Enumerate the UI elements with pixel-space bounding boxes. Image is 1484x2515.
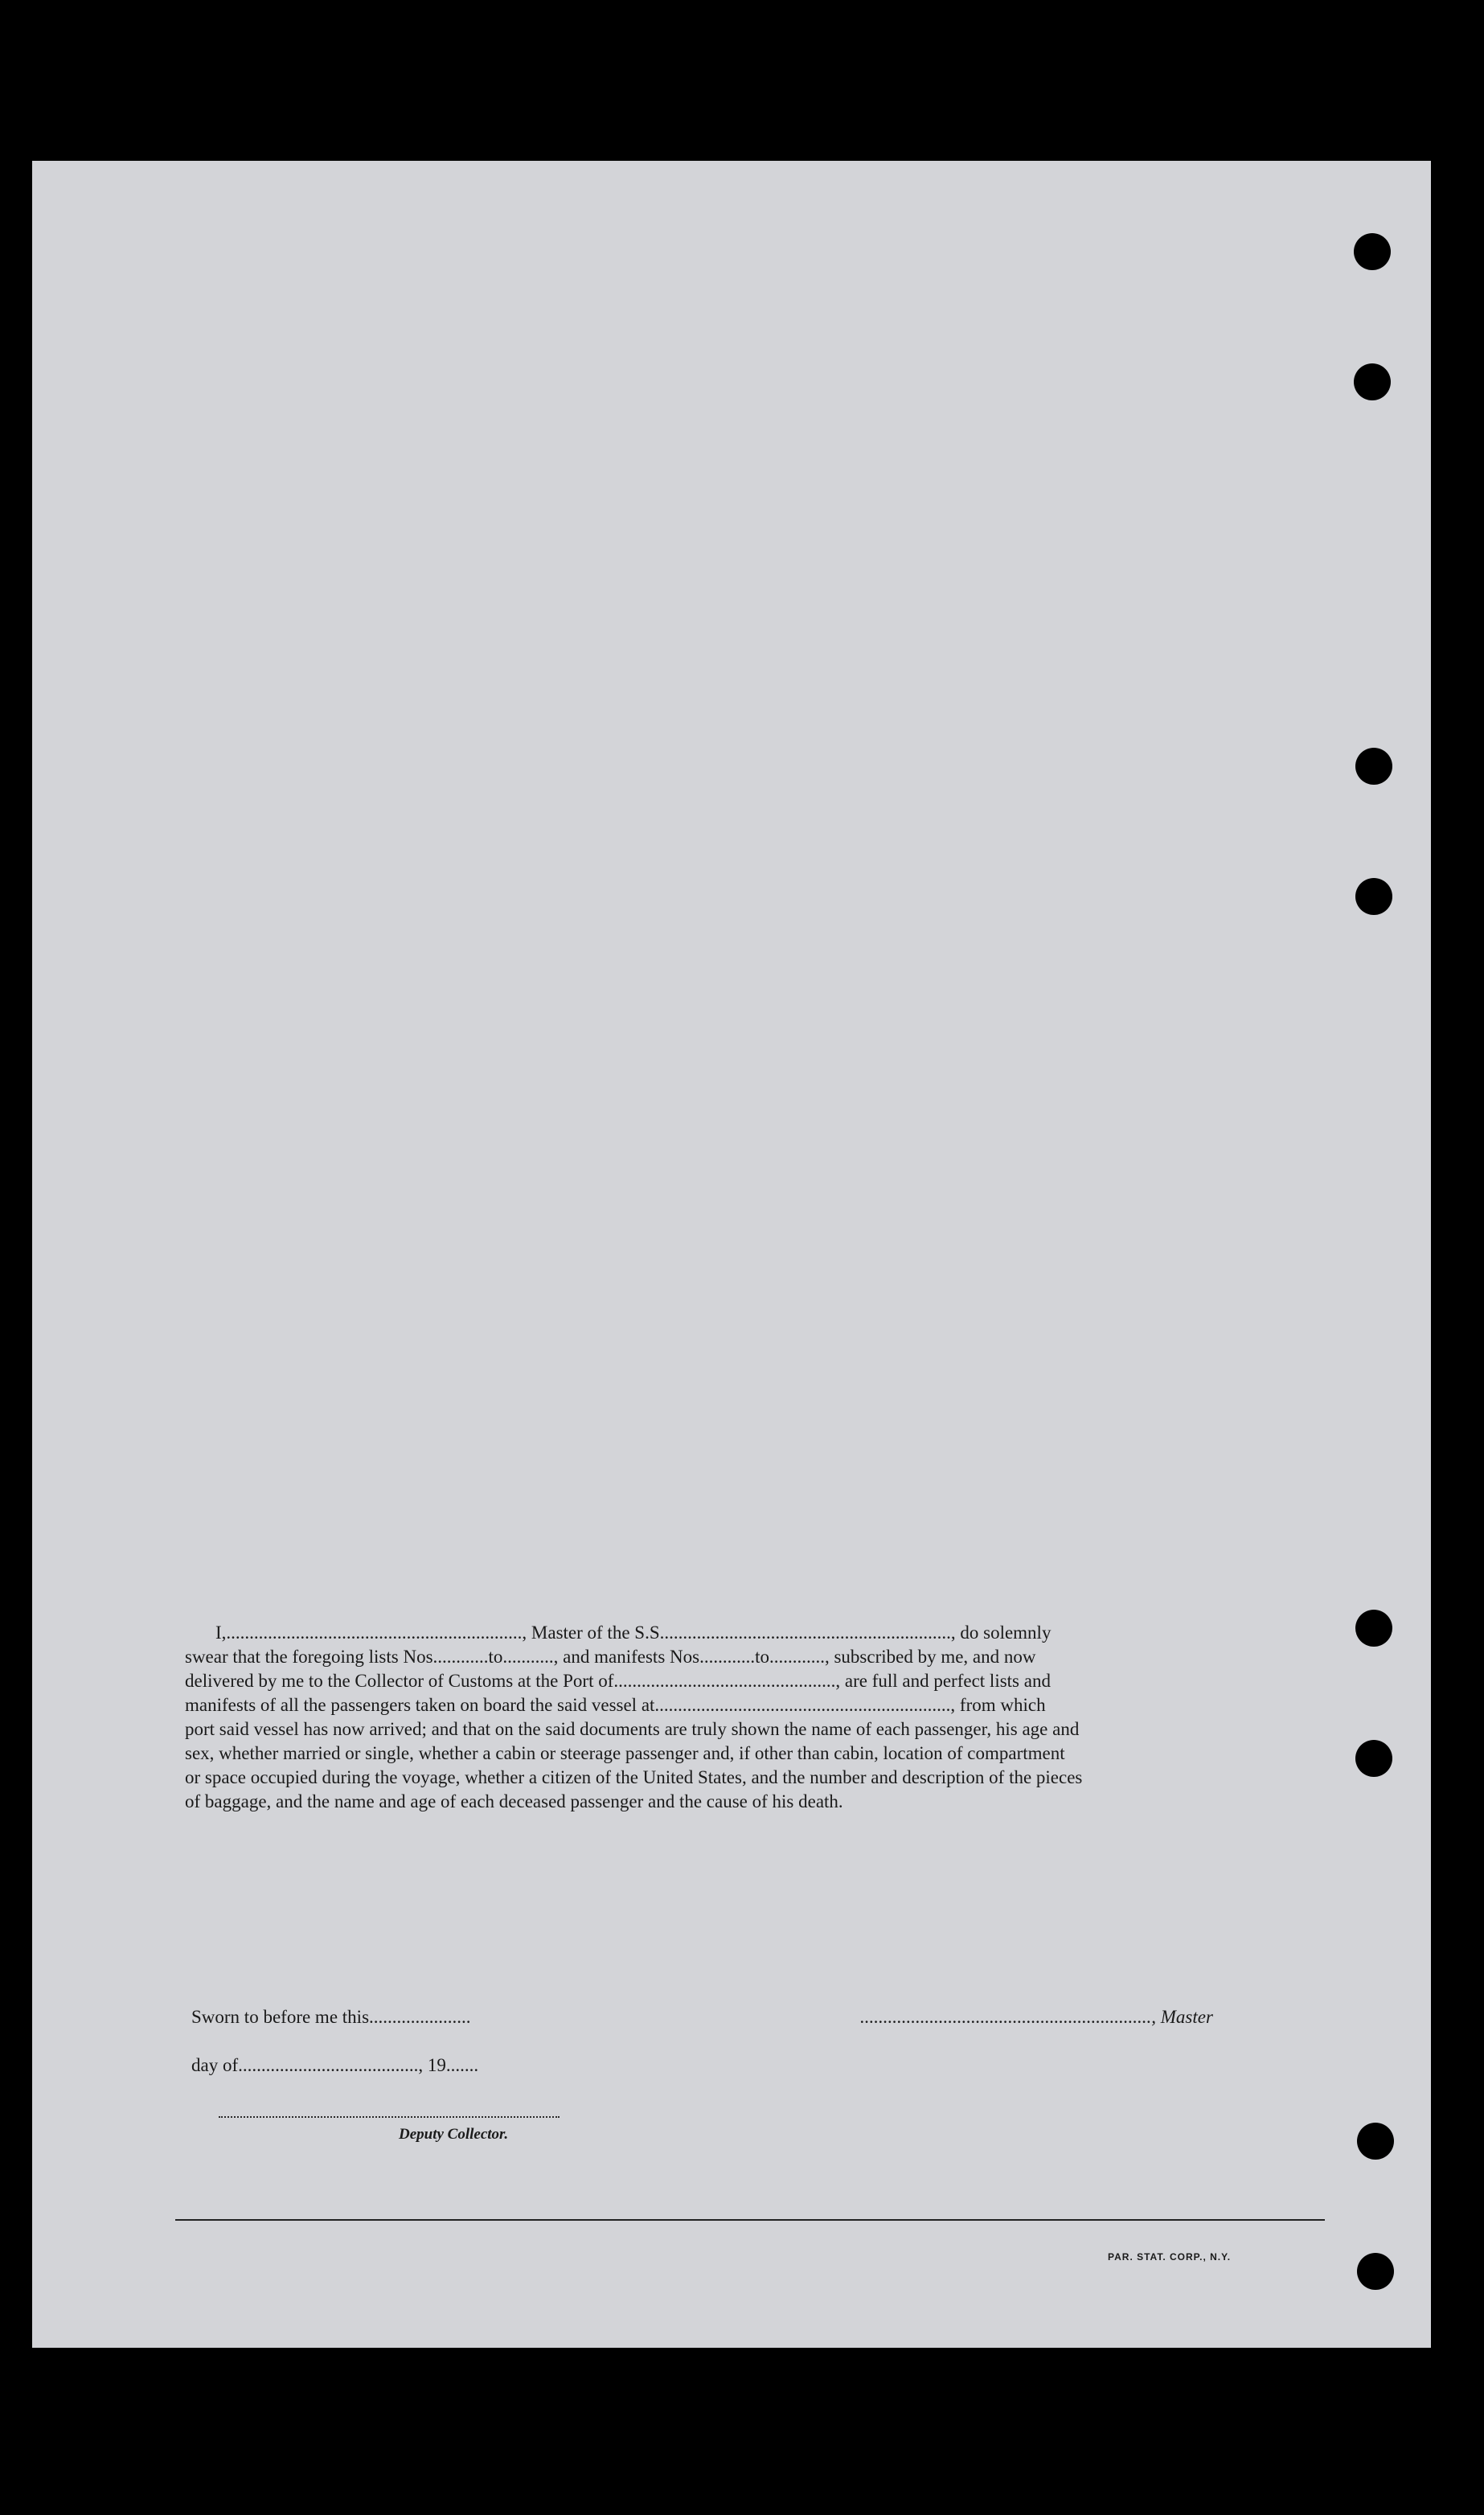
bleed-through-text: [145, 281, 643, 314]
punch-hole: [1354, 363, 1391, 400]
master-signature-line: ..............................................................., Master: [860, 2007, 1213, 2027]
deputy-signature-line: [219, 2116, 560, 2118]
oath-line: delivered by me to the Collector of Customs at the Port of................................................, are full and perfect lists and: [185, 1671, 1051, 1691]
punch-hole: [1355, 1610, 1392, 1647]
punch-hole: [1357, 2123, 1394, 2160]
horizontal-rule: [175, 2219, 1325, 2221]
day-of-line: day of......................................., 19.......: [191, 2055, 479, 2075]
oath-line: port said vessel has now arrived; and that on the said documents are truly shown the name of each passenger, his age and: [185, 1719, 1080, 1739]
oath-line: I,................................................................, Master of the S.S..............................................................., do solemnly: [215, 1623, 1052, 1643]
punch-hole: [1355, 748, 1392, 785]
printer-imprint: PAR. STAT. CORP., N.Y.: [1108, 2251, 1232, 2263]
punch-hole: [1357, 2253, 1394, 2290]
sworn-line: Sworn to before me this......................: [191, 2007, 471, 2027]
oath-line: sex, whether married or single, whether a cabin or steerage passenger and, if other than cabin, location of compartment: [185, 1743, 1065, 1763]
master-oath-paragraph: [185, 1621, 1334, 1814]
oath-line: or space occupied during the voyage, whether a citizen of the United States, and the number and description of the pieces: [185, 1767, 1083, 1787]
deputy-collector-label: Deputy Collector.: [399, 2126, 509, 2143]
manifest-page: [32, 161, 1431, 2348]
punch-hole: [1355, 1740, 1392, 1777]
punch-hole: [1354, 233, 1391, 270]
oath-line: of baggage, and the name and age of each deceased passenger and the cause of his death.: [185, 1791, 843, 1811]
oath-line: manifests of all the passengers taken on board the said vessel at................................................................, from which: [185, 1695, 1046, 1715]
oath-line: swear that the foregoing lists Nos............to..........., and manifests Nos............to............, subscribed by me, and now: [185, 1647, 1036, 1667]
punch-hole: [1355, 878, 1392, 915]
